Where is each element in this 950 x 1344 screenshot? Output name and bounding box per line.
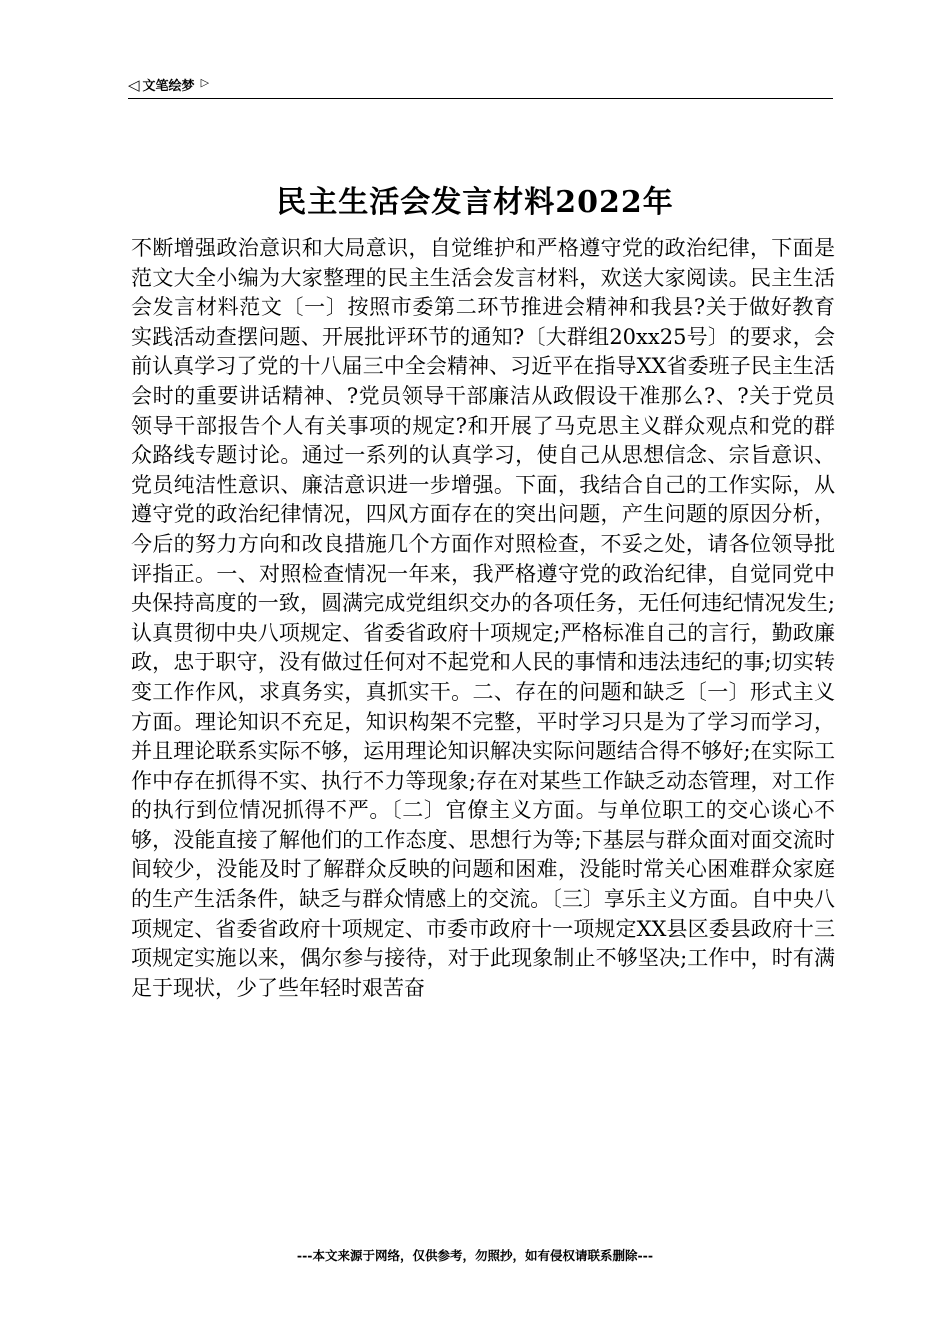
footer-disclaimer: ---本文来源于网络，仅供参考，勿照抄，如有侵权请联系删除--- — [296, 1248, 654, 1263]
document-body: 不断增强政治意识和大局意识，自觉维护和严格遵守党的政治纪律，下面是范文大全小编为大家整理的民主生活会发言材料，欢送大家阅读。民主生活会发言材料范文〔一〕按照市委第二环节推进会精神和我县?关于做好教育实践活动查摆问题、开展批评环节的通知?〔大群组20xx25号〕的要求，会前认真学习了党的十八届三中全会精神、习近平在指导XX省委班子民主生活会时的重要讲话精神、?党员领导干部廉洁从政假设干准那么?、?关于党员领导干部报告个人有关事项的规定?和开展了马克思主义群众观点和党的群众路线专题讨论。通过一系列的认真学习，使自己从思想信念、宗旨意识、党员纯洁性意识、廉洁意识进一步增强。下面，我结合自己的工作实际，从遵守党的政治纪律情况，四风方面存在的突出问题，产生问题的原因分析，今后的努力方向和改良措施几个方面作对照检查，不妥之处，请各位领导批评指正。一、对照检查情况一年来，我严格遵守党的政治纪律，自觉同党中央保持高度的一致，圆满完成党组织交办的各项任务，无任何违纪情况发生;认真贯彻中央八项规定、省委省政府十项规定;严格标准自己的言行，勤政廉政，忠于职守，没有做过任何对不起党和人民的事情和违法违纪的事;切实转变工作作风，求真务实，真抓实干。二、存在的问题和缺乏〔一〕形式主义方面。理论知识不充足，知识构架不完整，平时学习只是为了学习而学习，并且理论联系实际不够，运用理论知识解决实际问题结合得不够好;在实际工作中存在抓得不实、执行不力等现象;存在对某些工作缺乏动态管理，对工作的执行到位情况抓得不严。〔二〕官僚主义方面。与单位职工的交心谈心不够，没能直接了解他们的工作态度、思想行为等;下基层与群众面对面交流时间较少，没能及时了解群众反映的问题和困难，没能时常关心困难群众家庭的生产生活条件，缺乏与群众情感上的交流。〔三〕享乐主义方面。自中央八项规定、省委省政府十项规定、市委市政府十一项规定XX县区委县政府十三项规定实施以来，偶尔参与接待，对于此现象制止不够坚决;工作中，时有满足于现状，少了些年轻时艰苦奋 — [131, 236, 835, 1000]
triangle-right-icon: ▷ — [200, 76, 210, 89]
brand-name: 文笔绘梦 — [142, 79, 195, 94]
page-header — [128, 72, 833, 99]
document-title: 民主生活会发言材料2022年 — [276, 185, 674, 220]
header-brand — [128, 75, 209, 94]
triangle-left-icon: ◁ — [128, 75, 140, 94]
